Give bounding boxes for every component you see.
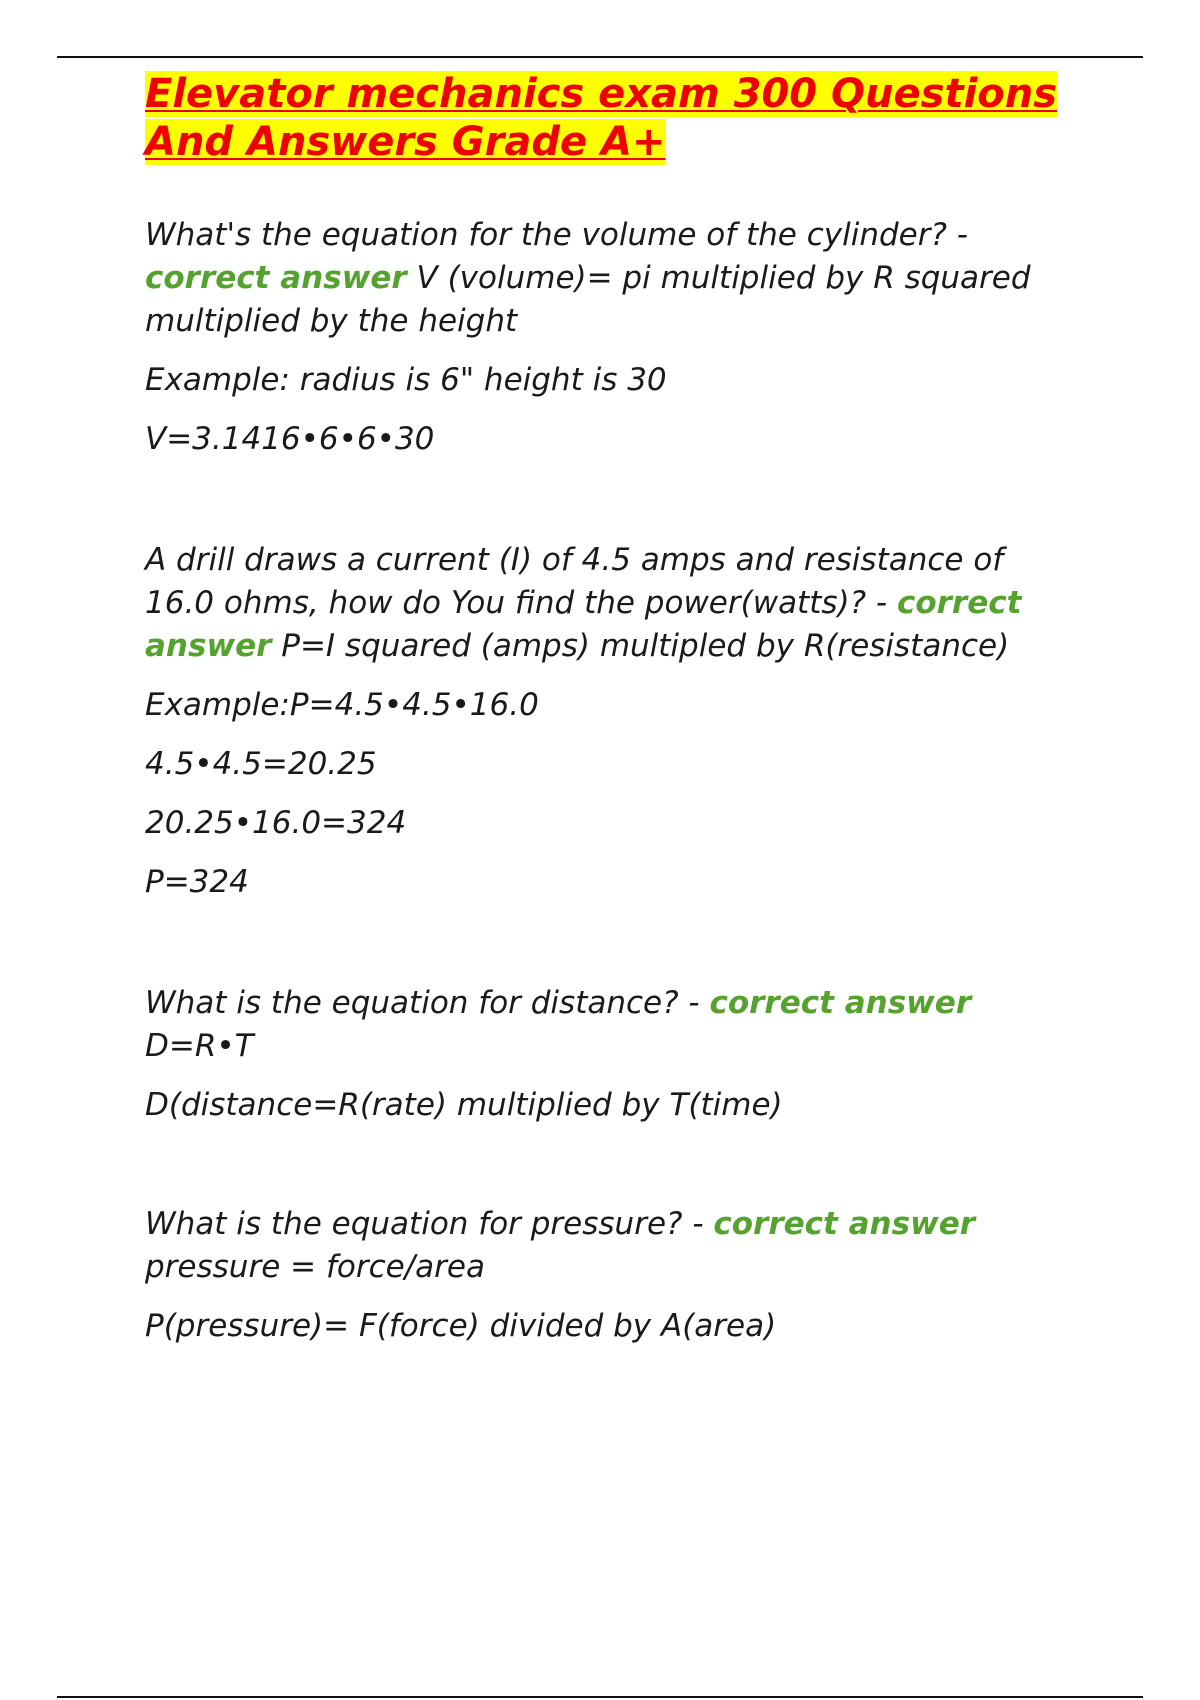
- document-title: [145, 70, 1080, 166]
- qa-prompt: [145, 214, 1080, 343]
- qa-detail-line: 4.5•4.5=20.25: [145, 746, 377, 782]
- qa-detail-line: Example:P=4.5•4.5•16.0: [145, 687, 539, 723]
- correct-answer-label: correct answer: [709, 985, 972, 1021]
- answer-text: D=R•T: [145, 1028, 254, 1064]
- document-title-text: Elevator mechanics exam 300 Questions And Answers Grade A+: [145, 71, 1058, 165]
- correct-answer-label: correct answer: [145, 585, 1022, 664]
- qa-prompt: [145, 1203, 1080, 1289]
- qa-detail-line: Example: radius is 6" height is 30: [145, 362, 667, 398]
- qa-prompt: [145, 982, 1080, 1068]
- qa-detail-line: D(distance=R(rate) multiplied by T(time): [145, 1087, 783, 1123]
- footer-rule: [57, 1696, 1143, 1698]
- answer-text: P=I squared (amps) multipled by R(resistance): [281, 628, 1010, 664]
- qa-item: [145, 214, 1080, 461]
- answer-text: pressure = force/area: [145, 1249, 485, 1285]
- question-text: What's the equation for the volume of the cylinder? -: [145, 217, 968, 253]
- question-text: A drill draws a current (I) of 4.5 amps and resistance of 16.0 ohms, how do You find the power(watts)? -: [145, 542, 1004, 621]
- correct-answer-label: correct answer: [145, 260, 407, 296]
- answer-text: V (volume)= pi multiplied by R squared multiplied by the height: [145, 260, 1031, 339]
- qa-item: [145, 539, 1080, 904]
- question-text: What is the equation for pressure? -: [145, 1206, 704, 1242]
- header-rule: [57, 56, 1143, 58]
- qa-prompt: [145, 539, 1080, 668]
- qa-item: [145, 982, 1080, 1127]
- qa-detail-line: P(pressure)= F(force) divided by A(area): [145, 1308, 777, 1344]
- qa-item: [145, 1203, 1080, 1348]
- question-text: What is the equation for distance? -: [145, 985, 700, 1021]
- document-body: [145, 70, 1080, 1348]
- qa-detail-line: 20.25•16.0=324: [145, 805, 407, 841]
- qa-detail-line: V=3.1416•6•6•30: [145, 421, 435, 457]
- qa-detail-line: P=324: [145, 864, 249, 900]
- correct-answer-label: correct answer: [713, 1206, 976, 1242]
